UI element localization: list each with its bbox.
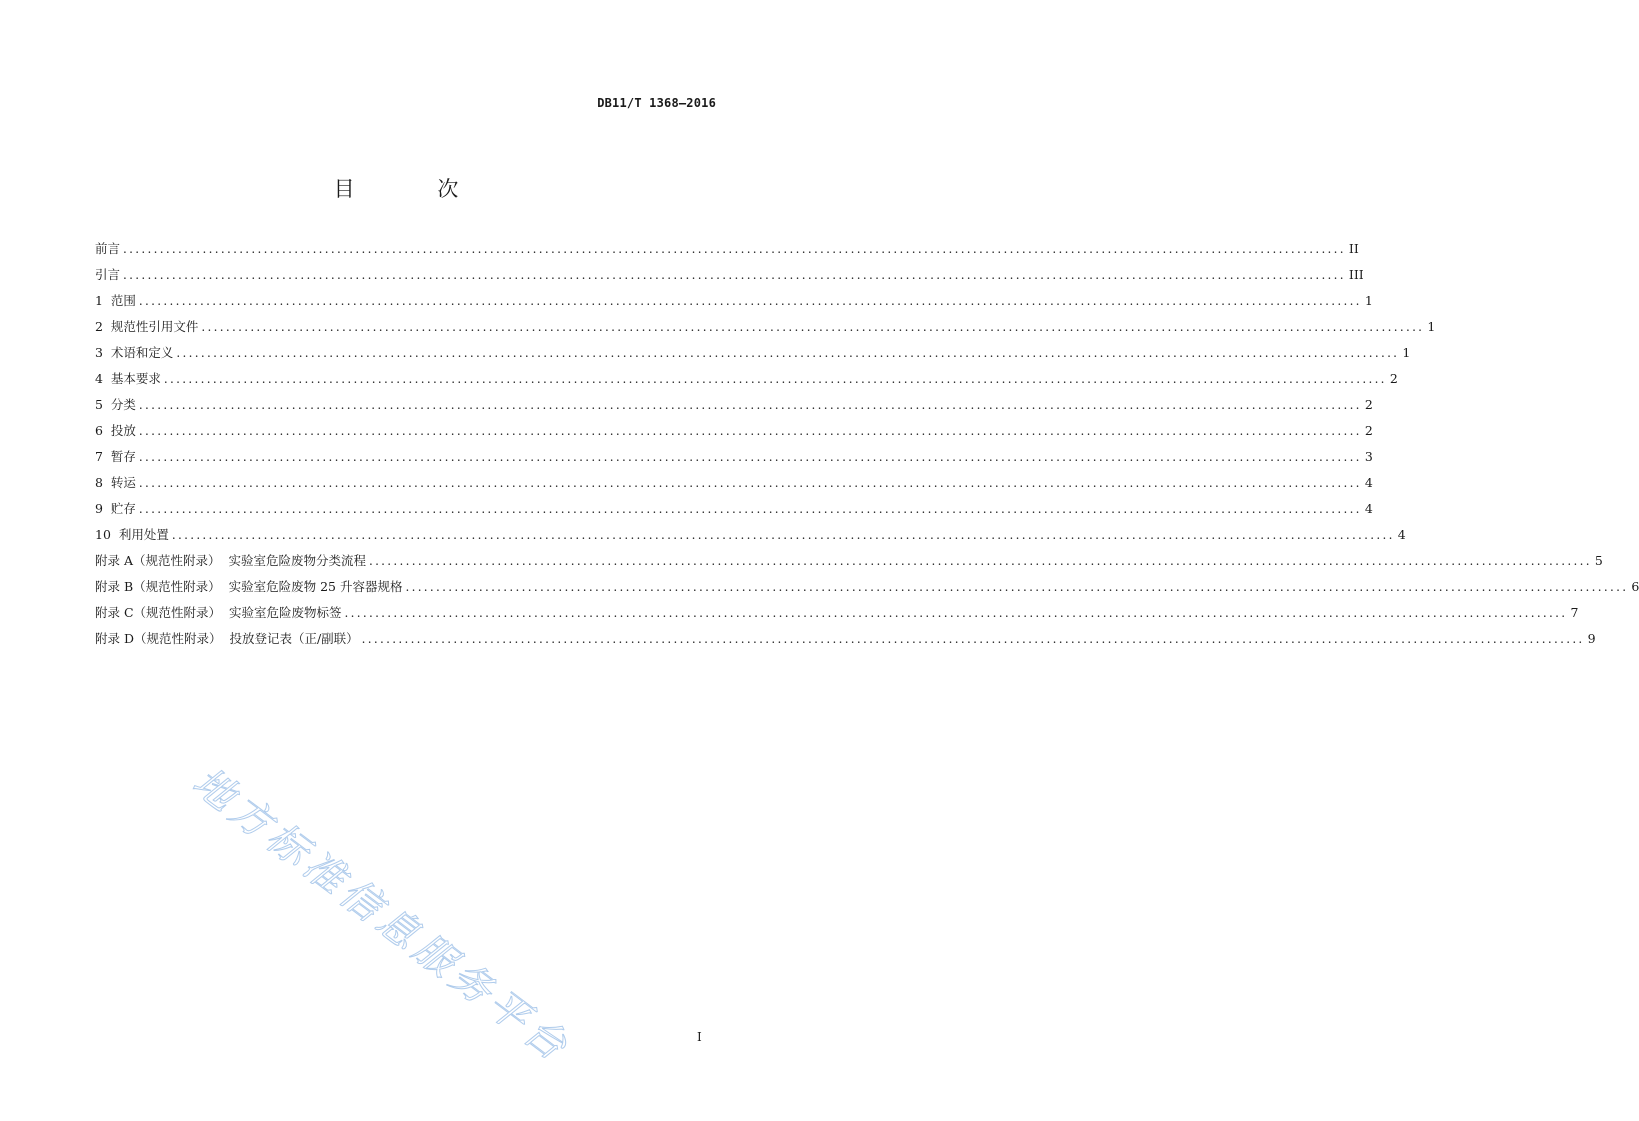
toc-entry-label: 7 暂存 xyxy=(95,449,136,464)
toc-entry[interactable] xyxy=(95,262,1364,288)
toc-dot-leader: ........................................................................................................................................................................................................ xyxy=(138,294,1362,308)
toc-entry[interactable] xyxy=(95,236,1359,262)
toc-entry-page: 2 xyxy=(1364,397,1373,412)
toc-entry-label: 引言 xyxy=(95,267,121,282)
toc-entry-label: 5 分类 xyxy=(95,397,136,412)
toc-entry-label: 附录 A（规范性附录） 实验室危险废物分类流程 xyxy=(95,553,366,568)
toc-entry[interactable] xyxy=(95,366,1398,392)
toc-dot-leader: ........................................................................................................................................................................................................ xyxy=(361,632,1585,646)
toc-dot-leader: ........................................................................................................................................................................................................ xyxy=(123,268,1346,282)
toc-dot-leader: ........................................................................................................................................................................................................ xyxy=(138,502,1362,516)
toc-entry[interactable] xyxy=(95,574,1639,600)
toc-entry-label: 6 投放 xyxy=(95,423,136,438)
toc-entry-page: III xyxy=(1348,267,1364,282)
toc-entry-label: 前言 xyxy=(95,241,121,256)
toc-entry-page: 4 xyxy=(1397,527,1406,542)
table-of-contents xyxy=(95,236,1639,652)
toc-entry-page: 1 xyxy=(1364,293,1373,308)
toc-dot-leader: ........................................................................................................................................................................................................ xyxy=(344,606,1568,620)
toc-entry-page: 2 xyxy=(1364,423,1373,438)
toc-entry-label: 附录 B（规范性附录） 实验室危险废物 25 升容器规格 xyxy=(95,579,403,594)
toc-dot-leader: ........................................................................................................................................................................................................ xyxy=(171,528,1395,542)
toc-dot-leader: ........................................................................................................................................................................................................ xyxy=(368,554,1592,568)
toc-entry-label: 2 规范性引用文件 xyxy=(95,319,199,334)
toc-entry[interactable] xyxy=(95,496,1373,522)
toc-dot-leader: ........................................................................................................................................................................................................ xyxy=(201,320,1425,334)
toc-entry-label: 10 利用处置 xyxy=(95,527,169,542)
toc-entry[interactable] xyxy=(95,600,1579,626)
toc-entry[interactable] xyxy=(95,418,1373,444)
toc-entry-page: 1 xyxy=(1427,319,1436,334)
page-number: I xyxy=(697,1030,702,1044)
toc-entry-page: 9 xyxy=(1587,631,1596,646)
toc-entry-page: 7 xyxy=(1570,605,1579,620)
document-code: DB11/T 1368—2016 xyxy=(597,96,716,110)
toc-entry[interactable] xyxy=(95,288,1373,314)
watermark: 地方标准信息服务平台 xyxy=(184,758,580,1073)
toc-dot-leader: ........................................................................................................................................................................................................ xyxy=(176,346,1400,360)
toc-entry[interactable] xyxy=(95,548,1603,574)
toc-entry[interactable] xyxy=(95,522,1406,548)
toc-entry-label: 9 贮存 xyxy=(95,501,136,516)
toc-dot-leader: ........................................................................................................................................................................................................ xyxy=(138,424,1362,438)
toc-entry[interactable] xyxy=(95,392,1373,418)
toc-entry[interactable] xyxy=(95,340,1411,366)
toc-entry-label: 附录 C（规范性附录） 实验室危险废物标签 xyxy=(95,605,342,620)
toc-entry[interactable] xyxy=(95,444,1373,470)
toc-dot-leader: ........................................................................................................................................................................................................ xyxy=(138,476,1362,490)
toc-entry-label: 3 术语和定义 xyxy=(95,345,174,360)
toc-entry-label: 附录 D（规范性附录） 投放登记表（正/副联） xyxy=(95,631,359,646)
toc-entry[interactable] xyxy=(95,470,1373,496)
toc-entry-page: II xyxy=(1348,241,1359,256)
toc-entry-page: 3 xyxy=(1364,449,1373,464)
toc-dot-leader: ........................................................................................................................................................................................................ xyxy=(405,580,1629,594)
toc-entry[interactable] xyxy=(95,626,1596,652)
toc-entry-page: 2 xyxy=(1389,371,1398,386)
toc-entry-label: 8 转运 xyxy=(95,475,136,490)
toc-entry[interactable] xyxy=(95,314,1436,340)
toc-dot-leader: ........................................................................................................................................................................................................ xyxy=(138,450,1362,464)
page-title: 目 次 xyxy=(333,177,497,201)
toc-dot-leader: ........................................................................................................................................................................................................ xyxy=(123,242,1346,256)
toc-entry-label: 4 基本要求 xyxy=(95,371,161,386)
toc-dot-leader: ........................................................................................................................................................................................................ xyxy=(163,372,1387,386)
toc-entry-label: 1 范围 xyxy=(95,293,136,308)
toc-entry-page: 5 xyxy=(1594,553,1603,568)
toc-entry-page: 4 xyxy=(1364,475,1373,490)
toc-entry-page: 6 xyxy=(1631,579,1639,594)
toc-entry-page: 4 xyxy=(1364,501,1373,516)
toc-dot-leader: ........................................................................................................................................................................................................ xyxy=(138,398,1362,412)
toc-entry-page: 1 xyxy=(1402,345,1411,360)
